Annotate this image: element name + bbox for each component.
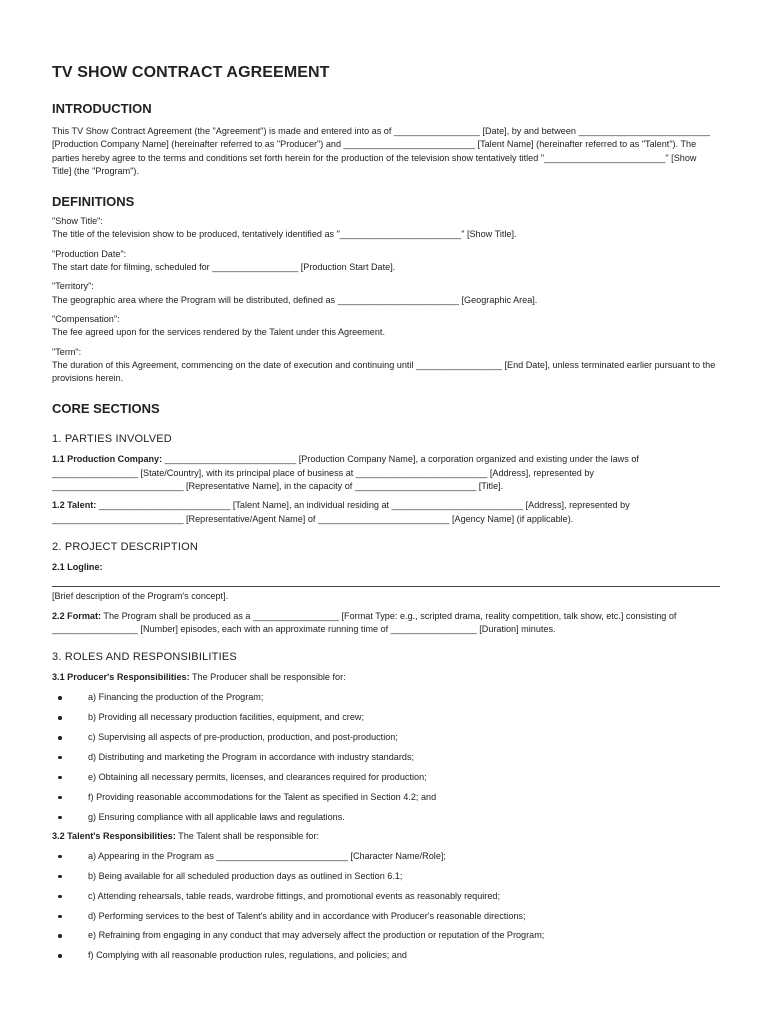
- clause-label: 1.1 Production Company:: [52, 454, 163, 465]
- clause-text: __________________________ [Production Company Name], a corporation organized and existing under the laws of _________________ [State/Country], with its principal place of business at __________________________ [Address], represented by __________________________ [Representative Name], in the capacity of ________________________ [Title].: [52, 454, 639, 492]
- definition-item: [52, 313, 718, 340]
- definition-item: [52, 215, 718, 242]
- project-description-heading: 2. PROJECT DESCRIPTION: [52, 540, 198, 553]
- core-sections-heading: CORE SECTIONS: [52, 401, 160, 417]
- list-item: f) Complying with all reasonable production rules, regulations, and policies; and: [52, 949, 718, 962]
- format-clause: [52, 610, 718, 637]
- clause-text: __________________________ [Talent Name], an individual residing at __________________________ [Address], represented by __________________________ [Representative/Agent Name] of __________________________ [Agency Name] (if applicable).: [52, 500, 630, 524]
- list-item: b) Being available for all scheduled production days as outlined in Section 6.1;: [52, 870, 718, 883]
- talent-responsibilities-list: [52, 850, 718, 962]
- clause-text: The Program shall be produced as a _________________ [Format Type: e.g., scripted drama, reality competition, talk show, etc.] consisting of _________________ [Number] episodes, each with an approximate running time of _________________ [Duration] minutes.: [52, 610, 677, 634]
- producer-responsibilities-list: [52, 691, 718, 823]
- definition-term: "Compensation":: [52, 313, 120, 324]
- parties-heading: 1. PARTIES INVOLVED: [52, 433, 172, 446]
- definition-term: "Production Date":: [52, 248, 127, 259]
- clause-label: 3.1 Producer's Responsibilities:: [52, 672, 190, 683]
- clause-label: 1.2 Talent:: [52, 500, 97, 511]
- list-item: e) Refraining from engaging in any conduct that may adversely affect the production or reputation of the Program;: [52, 929, 718, 942]
- introduction-heading: INTRODUCTION: [52, 101, 152, 116]
- list-item: a) Appearing in the Program as __________________________ [Character Name/Role];: [52, 850, 718, 863]
- list-item: c) Attending rehearsals, table reads, wardrobe fittings, and promotional events as reasonably required;: [52, 890, 718, 903]
- list-item: d) Performing services to the best of Talent's ability and in accordance with Producer's reasonable directions;: [52, 910, 718, 923]
- definition-text: The duration of this Agreement, commencing on the date of execution and continuing until _________________ [End Date], unless terminated earlier pursuant to the provisions herein.: [52, 359, 716, 384]
- definition-text: The start date for filming, scheduled for _________________ [Production Start Date].: [52, 262, 396, 273]
- clause-text: The Talent shall be responsible for:: [175, 830, 320, 841]
- definition-item: [52, 248, 718, 275]
- list-item: g) Ensuring compliance with all applicable laws and regulations.: [52, 811, 718, 824]
- definition-term: "Territory":: [52, 281, 94, 292]
- logline-label-line: [52, 561, 718, 574]
- definition-item: [52, 280, 718, 307]
- list-item: b) Providing all necessary production facilities, equipment, and crew;: [52, 711, 718, 724]
- list-item: e) Obtaining all necessary permits, licenses, and clearances required for production;: [52, 771, 718, 784]
- document-title: TV SHOW CONTRACT AGREEMENT: [52, 64, 330, 81]
- definitions-heading: DEFINITIONS: [52, 194, 135, 210]
- definition-item: [52, 346, 718, 386]
- definition-text: The geographic area where the Program will be distributed, defined as ________________________ [Geographic Area].: [52, 294, 538, 305]
- definition-term: "Term":: [52, 346, 82, 357]
- clause-label: 2.1 Logline:: [52, 561, 103, 572]
- definition-text: The fee agreed upon for the services rendered by the Talent under this Agreement.: [52, 327, 385, 338]
- talent-responsibilities-intro: [52, 830, 718, 843]
- logline-blank-line: [52, 574, 720, 587]
- list-item: c) Supervising all aspects of pre-production, production, and post-production;: [52, 731, 718, 744]
- list-item: a) Financing the production of the Program;: [52, 691, 718, 704]
- clause-label: 2.2 Format:: [52, 610, 102, 621]
- producer-responsibilities-intro: [52, 671, 718, 684]
- roles-heading: 3. ROLES AND RESPONSIBILITIES: [52, 651, 237, 664]
- clause-text: The Producer shall be responsible for:: [189, 672, 346, 683]
- list-item: f) Providing reasonable accommodations for the Talent as specified in Section 4.2; and: [52, 791, 718, 804]
- clause-label: 3.2 Talent's Responsibilities:: [52, 830, 176, 841]
- introduction-text: This TV Show Contract Agreement (the "Agreement") is made and entered into as of _________________ [Date], by and between __________________________ [Production Company Name] (hereinafter referred to as "Producer") and __________________________ [Talent Name] (hereinafter referred to as "Talent"). The parties hereby agree to the terms and conditions set forth herein for the production of the television show tentatively titled "________________________" [Show Title] (the "Program").: [52, 126, 710, 176]
- definition-text: The title of the television show to be produced, tentatively identified as "________________________" [Show Title].: [52, 229, 517, 240]
- logline-text: [Brief description of the Program's concept].: [52, 591, 229, 602]
- list-item: d) Distributing and marketing the Program in accordance with industry standards;: [52, 751, 718, 764]
- talent-clause: [52, 499, 718, 526]
- definitions-list: [52, 215, 718, 385]
- definition-term: "Show Title":: [52, 216, 103, 227]
- production-company-clause: [52, 453, 718, 493]
